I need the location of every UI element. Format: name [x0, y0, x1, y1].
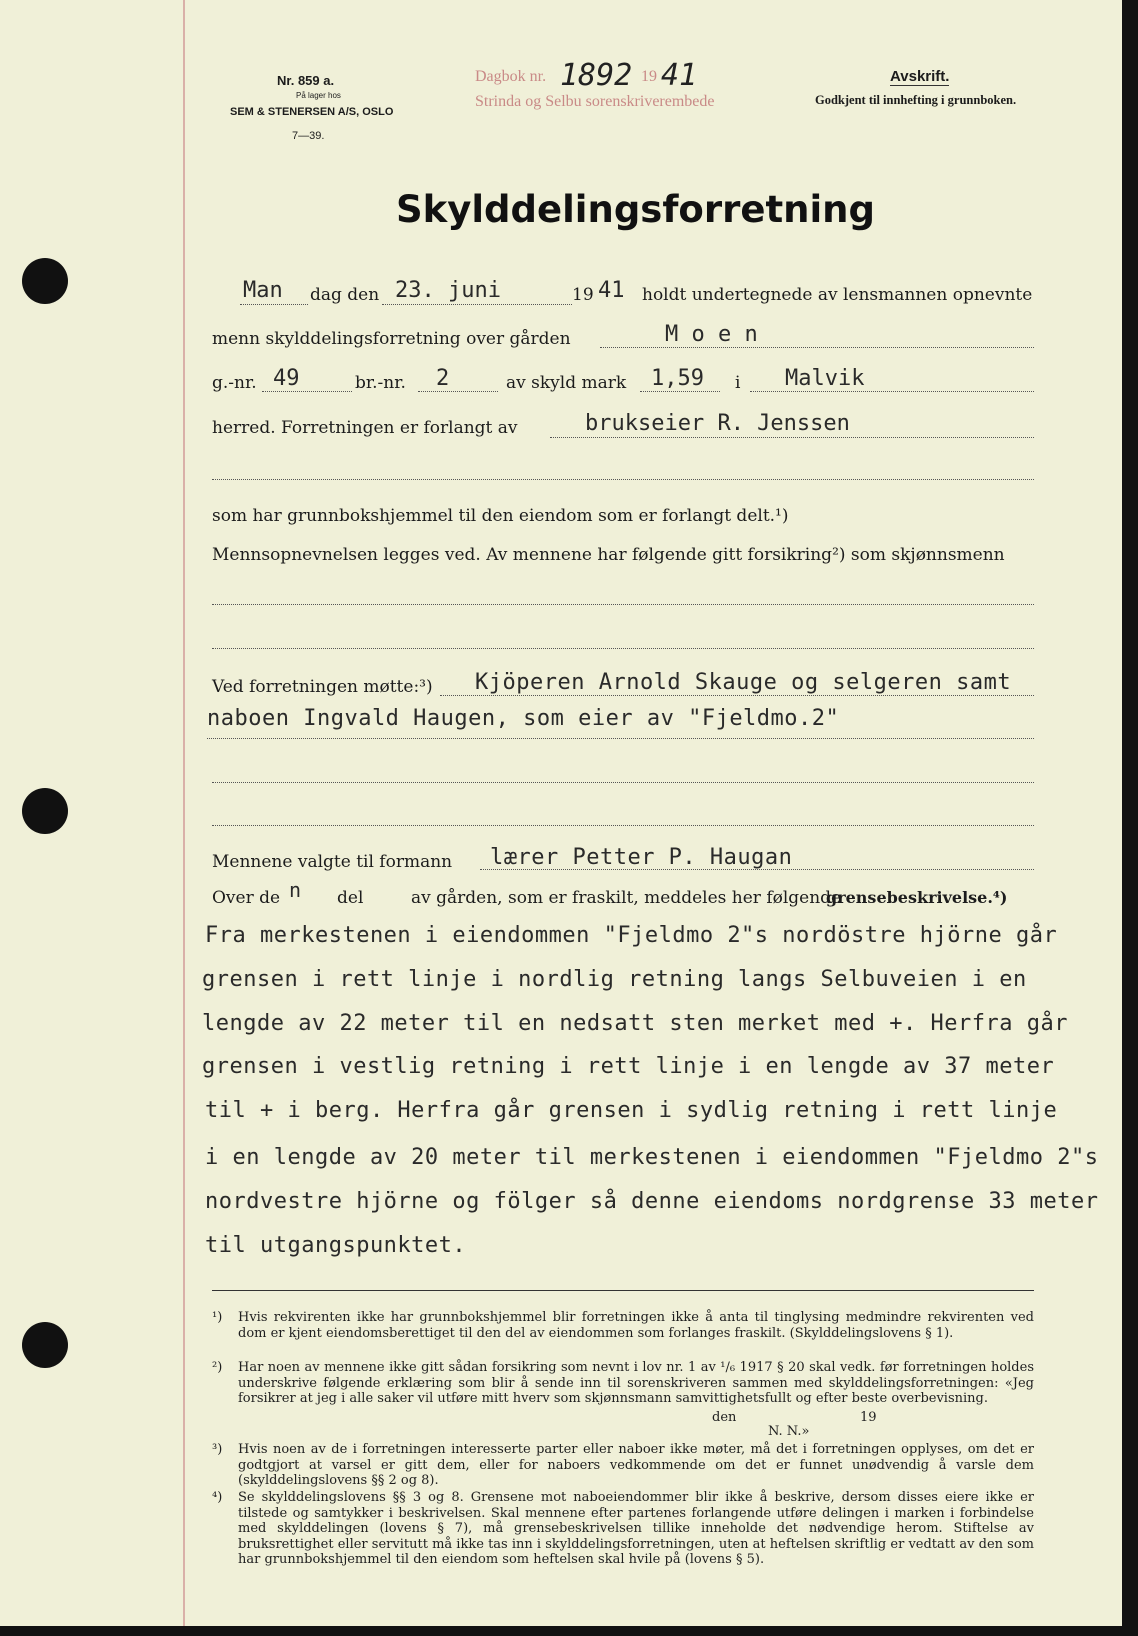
stamp-number: 1892 — [560, 58, 633, 93]
punch-hole — [22, 788, 68, 834]
attendees-line1: Kjöperen Arnold Skauge og selgeren samt — [475, 670, 1012, 695]
publisher-line1: På lager hos — [296, 91, 341, 100]
formann-label: Mennene valgte til formann — [212, 852, 453, 872]
footnote-text: Se skylddelingslovens §§ 3 og 8. Grensene mot naboeiendommer blir ikke å beskrive, dersom disses eiere ikke er tilstede og samtykker i beskrivelsen. Skal mennene efter partenes forlangende utføre delingen i marken i forbindelse med skylddelingen (lovens § 7), må grensebeskrivelsen tillike inneholde det nødvendige herom. Stiftelse av bruksrettighet eller servitutt må ikke tas inn i skylddelingsforretningen, uten at heftelsen skriftlig er vedtatt av den som har grunnbokshjemmel til den eiendom som heftelsen skal hvile på (lovens § 5). — [238, 1490, 1034, 1567]
stamp-office: Strinda og Selbu sorenskriverembede — [475, 93, 715, 110]
herred-text: herred. Forretningen er forlangt av — [212, 418, 518, 438]
motte-label: Ved forretningen møtte:³) — [212, 677, 433, 697]
i-label: i — [735, 373, 741, 393]
form-number: Nr. 859 a. — [277, 73, 335, 88]
stamp-dagbok-label: Dagbok nr. — [475, 68, 547, 85]
footnote-number: ³) — [212, 1442, 223, 1457]
description-line: lengde av 22 meter til en nedsatt sten merket med +. Herfra går — [202, 1011, 1068, 1036]
weekday-value: Man — [243, 278, 283, 303]
punch-hole — [22, 258, 68, 304]
over-label: Over de — [212, 888, 281, 908]
attendees-line2: naboen Ingvald Haugen, som eier av "Fjeldmo.2" — [207, 706, 840, 731]
footnote-number: ¹) — [212, 1310, 223, 1325]
gaarden-text: av gården, som er fraskilt, meddeles her følgende — [411, 888, 842, 908]
stamp-year: 41 — [661, 58, 698, 93]
bnr-value: 2 — [436, 366, 450, 391]
description-line: Fra merkestenen i eiendommen "Fjeldmo 2"s nordöstre hjörne går — [205, 923, 1058, 948]
margin-line — [183, 0, 185, 1626]
publisher-date: 7—39. — [292, 130, 325, 142]
menn-text: menn skylddelingsforretning over gården — [212, 329, 571, 349]
mennsop-text: Mennsopnevnelsen legges ved. Av mennene har følgende gitt forsikring²) som skjønnsmenn — [212, 545, 1005, 565]
year-value: 41 — [598, 278, 625, 303]
description-line: nordvestre hjörne og fölger så denne eiendoms nordgrense 33 meter — [205, 1189, 1099, 1214]
gnr-label: g.-nr. — [212, 373, 257, 393]
footnote-number: ²) — [212, 1360, 223, 1375]
avskrift-label: Avskrift. — [890, 68, 950, 85]
punch-hole — [22, 1322, 68, 1368]
document-title: Skylddelingsforretning — [396, 188, 875, 231]
description-line: grensen i vestlig retning i rett linje i en lengde av 37 meter — [202, 1054, 1055, 1079]
skyld-value: 1,59 — [651, 366, 704, 391]
grunnbok-text: som har grunnbokshjemmel til den eiendom som er forlangt delt.¹) — [212, 506, 789, 526]
description-line: til + i berg. Herfra går grensen i sydlig retning i rett linje — [205, 1098, 1058, 1123]
fn2-den: den — [712, 1410, 737, 1425]
skyld-label: av skyld mark — [506, 373, 627, 393]
footnote-text: Har noen av mennene ikke gitt sådan forsikring som nevnt i lov nr. 1 av ¹/₆ 1917 § 20 skal vedk. før forretningen holdes underskrive følgende erklæring som blir å sende inn til sorenskriveren sammen med skylddelingsforretningen: «Jeg forsikrer at jeg i alle saker vil utføre mitt hverv som skjønnsmann samvittighetsfullt og efter beste overbevisning. — [238, 1360, 1034, 1406]
formann-value: lærer Petter P. Haugan — [490, 845, 793, 870]
holdt-text: holdt undertegnede av lensmannen opnevnte — [642, 285, 1033, 305]
footnote-number: ⁴) — [212, 1490, 223, 1505]
grense-label: grensebeskrivelse.⁴) — [826, 888, 1008, 907]
gnr-value: 49 — [273, 366, 300, 391]
date-value: 23. juni — [395, 278, 501, 303]
description-line: til utgangspunktet. — [205, 1233, 467, 1258]
bnr-label: br.-nr. — [355, 373, 406, 393]
over-n: n — [289, 878, 302, 902]
year-prefix: 19 — [572, 285, 594, 305]
municipality-value: Malvik — [785, 366, 865, 391]
farm-value: M o e n — [665, 322, 758, 347]
footnote-divider — [212, 1290, 1034, 1291]
footnote-text: Hvis noen av de i forretningen interesserte parter eller naboer ikke møter, må det i forretningen opplyses, om det er godtgjort at varsel er gitt dem, eller for naboers vedkommende om det er funnet unødvendig å varsle dem (skylddelingslovens §§ 2 og 8). — [238, 1442, 1034, 1488]
description-line: grensen i rett linje i nordlig retning langs Selbuveien i en — [202, 967, 1027, 992]
requester-value: brukseier R. Jenssen — [585, 411, 850, 436]
publisher-line2: SEM & STENERSEN A/S, OSLO — [230, 106, 394, 118]
godkjent-label: Godkjent til innhefting i grunnboken. — [815, 93, 1017, 107]
fn2-nn: N. N.» — [768, 1424, 810, 1439]
del-label: del — [337, 888, 364, 908]
footnote-text: Hvis rekvirenten ikke har grunnbokshjemmel blir forretningen ikke å anta til tinglysing medmindre rekvirenten ved dom er kjent eiendomsberettiget til den del av eiendommen som forlanges fraskilt. (Skylddelingslovens § 1). — [238, 1310, 1034, 1341]
stamp-year-prefix: 19 — [641, 68, 657, 85]
fn2-year: 19 — [860, 1410, 877, 1425]
description-line: i en lengde av 20 meter til merkestenen i eiendommen "Fjeldmo 2"s — [205, 1145, 1099, 1170]
dag-den-label: dag den — [310, 285, 380, 305]
